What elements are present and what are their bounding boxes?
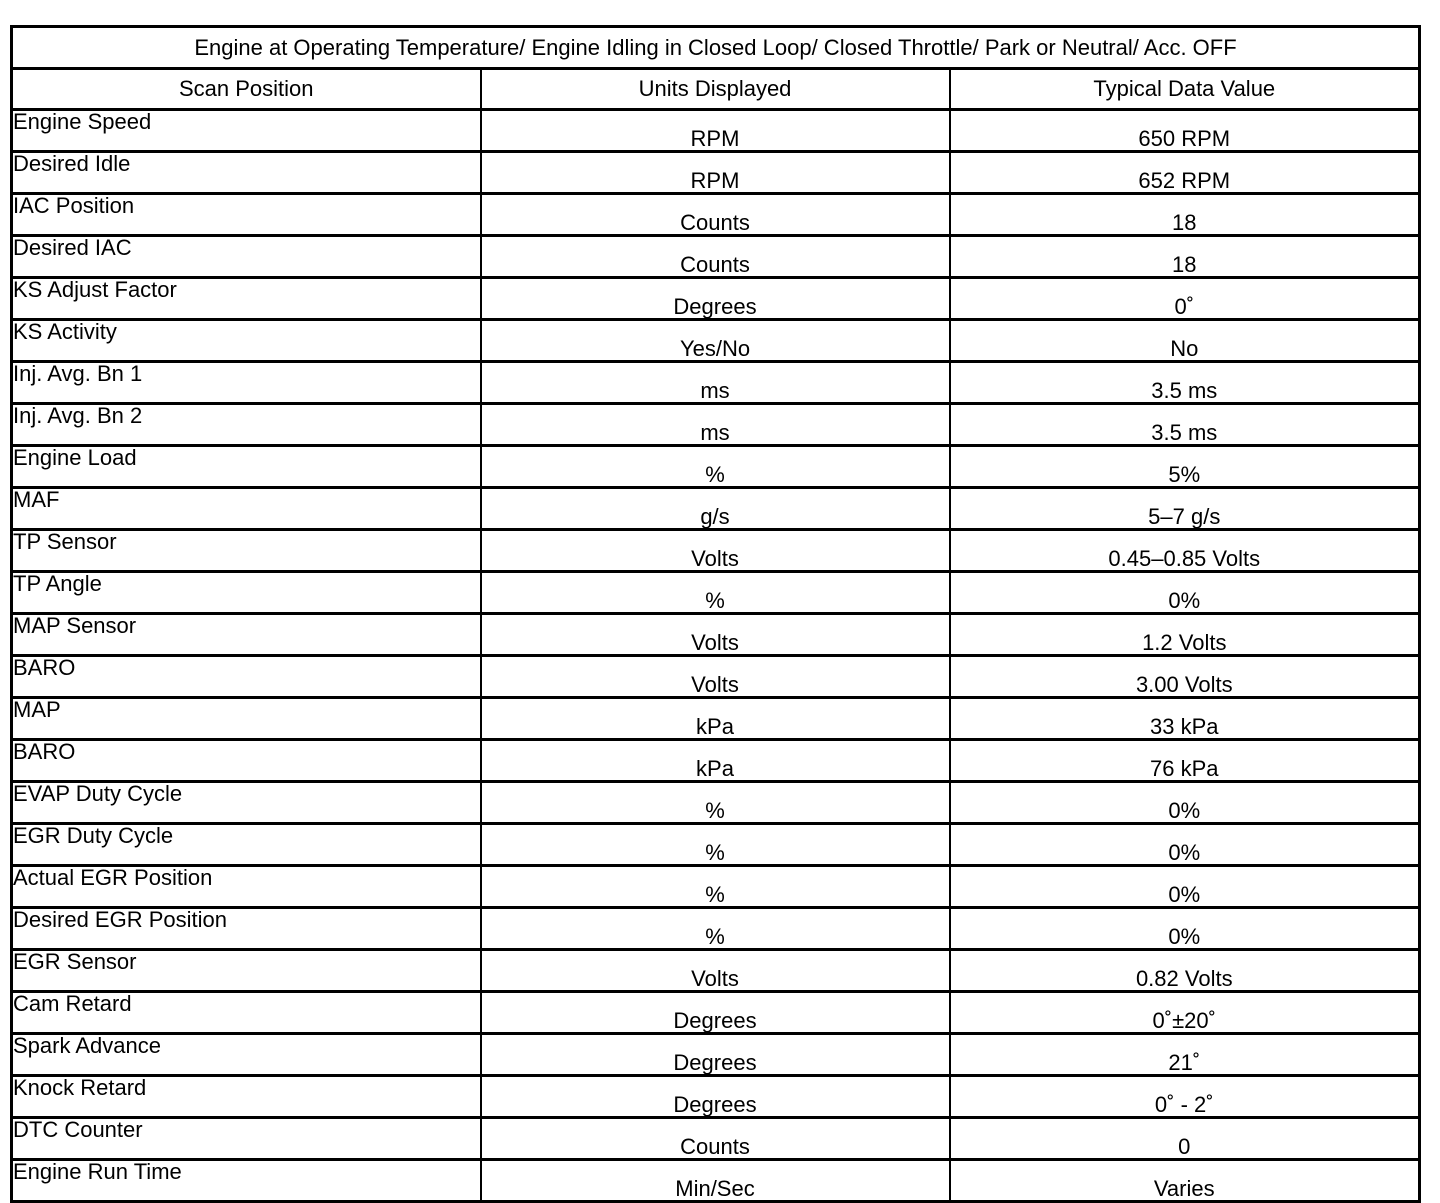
value-cell: 33 kPa bbox=[950, 698, 1420, 740]
table-title: Engine at Operating Temperature/ Engine Idling in Closed Loop/ Closed Throttle/ Park or Neutral/ Acc. OFF bbox=[12, 27, 1420, 69]
table-row bbox=[12, 152, 1420, 194]
units-cell: Counts bbox=[481, 236, 950, 278]
value-cell: No bbox=[950, 320, 1420, 362]
units-cell: Min/Sec bbox=[481, 1160, 950, 1202]
value-cell: 0% bbox=[950, 782, 1420, 824]
value-cell: 0˚ bbox=[950, 278, 1420, 320]
units-cell: Degrees bbox=[481, 278, 950, 320]
table-row bbox=[12, 320, 1420, 362]
units-cell: Counts bbox=[481, 194, 950, 236]
value-cell: 3.5 ms bbox=[950, 404, 1420, 446]
value-cell: 0% bbox=[950, 572, 1420, 614]
table-row bbox=[12, 656, 1420, 698]
units-cell: Volts bbox=[481, 656, 950, 698]
table-row bbox=[12, 194, 1420, 236]
param-cell: Actual EGR Position bbox=[12, 866, 481, 908]
table-row bbox=[12, 110, 1420, 152]
param-cell: Inj. Avg. Bn 1 bbox=[12, 362, 481, 404]
table-row bbox=[12, 698, 1420, 740]
param-cell: Desired IAC bbox=[12, 236, 481, 278]
table-row bbox=[12, 908, 1420, 950]
param-cell: KS Adjust Factor bbox=[12, 278, 481, 320]
value-cell: 76 kPa bbox=[950, 740, 1420, 782]
units-cell: % bbox=[481, 782, 950, 824]
table-row bbox=[12, 572, 1420, 614]
table-row bbox=[12, 950, 1420, 992]
table-row bbox=[12, 278, 1420, 320]
units-cell: ms bbox=[481, 404, 950, 446]
value-cell: 0.45–0.85 Volts bbox=[950, 530, 1420, 572]
header-row bbox=[12, 69, 1420, 110]
units-cell: Counts bbox=[481, 1118, 950, 1160]
value-cell: 0 bbox=[950, 1118, 1420, 1160]
param-cell: Desired Idle bbox=[12, 152, 481, 194]
param-cell: EVAP Duty Cycle bbox=[12, 782, 481, 824]
param-cell: Engine Load bbox=[12, 446, 481, 488]
units-cell: RPM bbox=[481, 152, 950, 194]
value-cell: 0.82 Volts bbox=[950, 950, 1420, 992]
units-cell: Volts bbox=[481, 950, 950, 992]
value-cell: 0% bbox=[950, 824, 1420, 866]
value-cell: 5% bbox=[950, 446, 1420, 488]
header-scan-position: Scan Position bbox=[12, 69, 481, 110]
param-cell: MAP Sensor bbox=[12, 614, 481, 656]
value-cell: 21˚ bbox=[950, 1034, 1420, 1076]
table-row bbox=[12, 404, 1420, 446]
title-row bbox=[12, 27, 1420, 69]
param-cell: BARO bbox=[12, 656, 481, 698]
table-row bbox=[12, 446, 1420, 488]
table-row bbox=[12, 740, 1420, 782]
units-cell: Volts bbox=[481, 530, 950, 572]
param-cell: Knock Retard bbox=[12, 1076, 481, 1118]
param-cell: Desired EGR Position bbox=[12, 908, 481, 950]
table-row bbox=[12, 824, 1420, 866]
units-cell: Yes/No bbox=[481, 320, 950, 362]
param-cell: TP Sensor bbox=[12, 530, 481, 572]
param-cell: Inj. Avg. Bn 2 bbox=[12, 404, 481, 446]
table-row bbox=[12, 1160, 1420, 1202]
units-cell: Degrees bbox=[481, 1076, 950, 1118]
units-cell: Degrees bbox=[481, 1034, 950, 1076]
param-cell: BARO bbox=[12, 740, 481, 782]
units-cell: % bbox=[481, 908, 950, 950]
param-cell: IAC Position bbox=[12, 194, 481, 236]
table-row bbox=[12, 362, 1420, 404]
value-cell: Varies bbox=[950, 1160, 1420, 1202]
units-cell: g/s bbox=[481, 488, 950, 530]
value-cell: 5–7 g/s bbox=[950, 488, 1420, 530]
units-cell: % bbox=[481, 446, 950, 488]
table-body bbox=[12, 110, 1420, 1202]
table-row bbox=[12, 614, 1420, 656]
units-cell: kPa bbox=[481, 698, 950, 740]
value-cell: 0% bbox=[950, 908, 1420, 950]
units-cell: % bbox=[481, 866, 950, 908]
value-cell: 652 RPM bbox=[950, 152, 1420, 194]
value-cell: 650 RPM bbox=[950, 110, 1420, 152]
table-row bbox=[12, 236, 1420, 278]
units-cell: % bbox=[481, 572, 950, 614]
table-row bbox=[12, 782, 1420, 824]
value-cell: 0˚±20˚ bbox=[950, 992, 1420, 1034]
value-cell: 18 bbox=[950, 236, 1420, 278]
header-typical-value: Typical Data Value bbox=[950, 69, 1420, 110]
param-cell: TP Angle bbox=[12, 572, 481, 614]
param-cell: Engine Speed bbox=[12, 110, 481, 152]
param-cell: DTC Counter bbox=[12, 1118, 481, 1160]
value-cell: 18 bbox=[950, 194, 1420, 236]
table-row bbox=[12, 530, 1420, 572]
param-cell: EGR Sensor bbox=[12, 950, 481, 992]
units-cell: Volts bbox=[481, 614, 950, 656]
units-cell: % bbox=[481, 824, 950, 866]
param-cell: MAP bbox=[12, 698, 481, 740]
table-row bbox=[12, 1034, 1420, 1076]
value-cell: 3.00 Volts bbox=[950, 656, 1420, 698]
table-row bbox=[12, 488, 1420, 530]
units-cell: ms bbox=[481, 362, 950, 404]
param-cell: MAF bbox=[12, 488, 481, 530]
param-cell: Cam Retard bbox=[12, 992, 481, 1034]
param-cell: Engine Run Time bbox=[12, 1160, 481, 1202]
param-cell: EGR Duty Cycle bbox=[12, 824, 481, 866]
table-row bbox=[12, 992, 1420, 1034]
value-cell: 3.5 ms bbox=[950, 362, 1420, 404]
units-cell: kPa bbox=[481, 740, 950, 782]
table-row bbox=[12, 1118, 1420, 1160]
value-cell: 0% bbox=[950, 866, 1420, 908]
header-units-displayed: Units Displayed bbox=[481, 69, 950, 110]
value-cell: 1.2 Volts bbox=[950, 614, 1420, 656]
units-cell: RPM bbox=[481, 110, 950, 152]
table-row bbox=[12, 866, 1420, 908]
table-row bbox=[12, 1076, 1420, 1118]
param-cell: Spark Advance bbox=[12, 1034, 481, 1076]
value-cell: 0˚ - 2˚ bbox=[950, 1076, 1420, 1118]
units-cell: Degrees bbox=[481, 992, 950, 1034]
param-cell: KS Activity bbox=[12, 320, 481, 362]
scan-data-table bbox=[10, 25, 1421, 1203]
